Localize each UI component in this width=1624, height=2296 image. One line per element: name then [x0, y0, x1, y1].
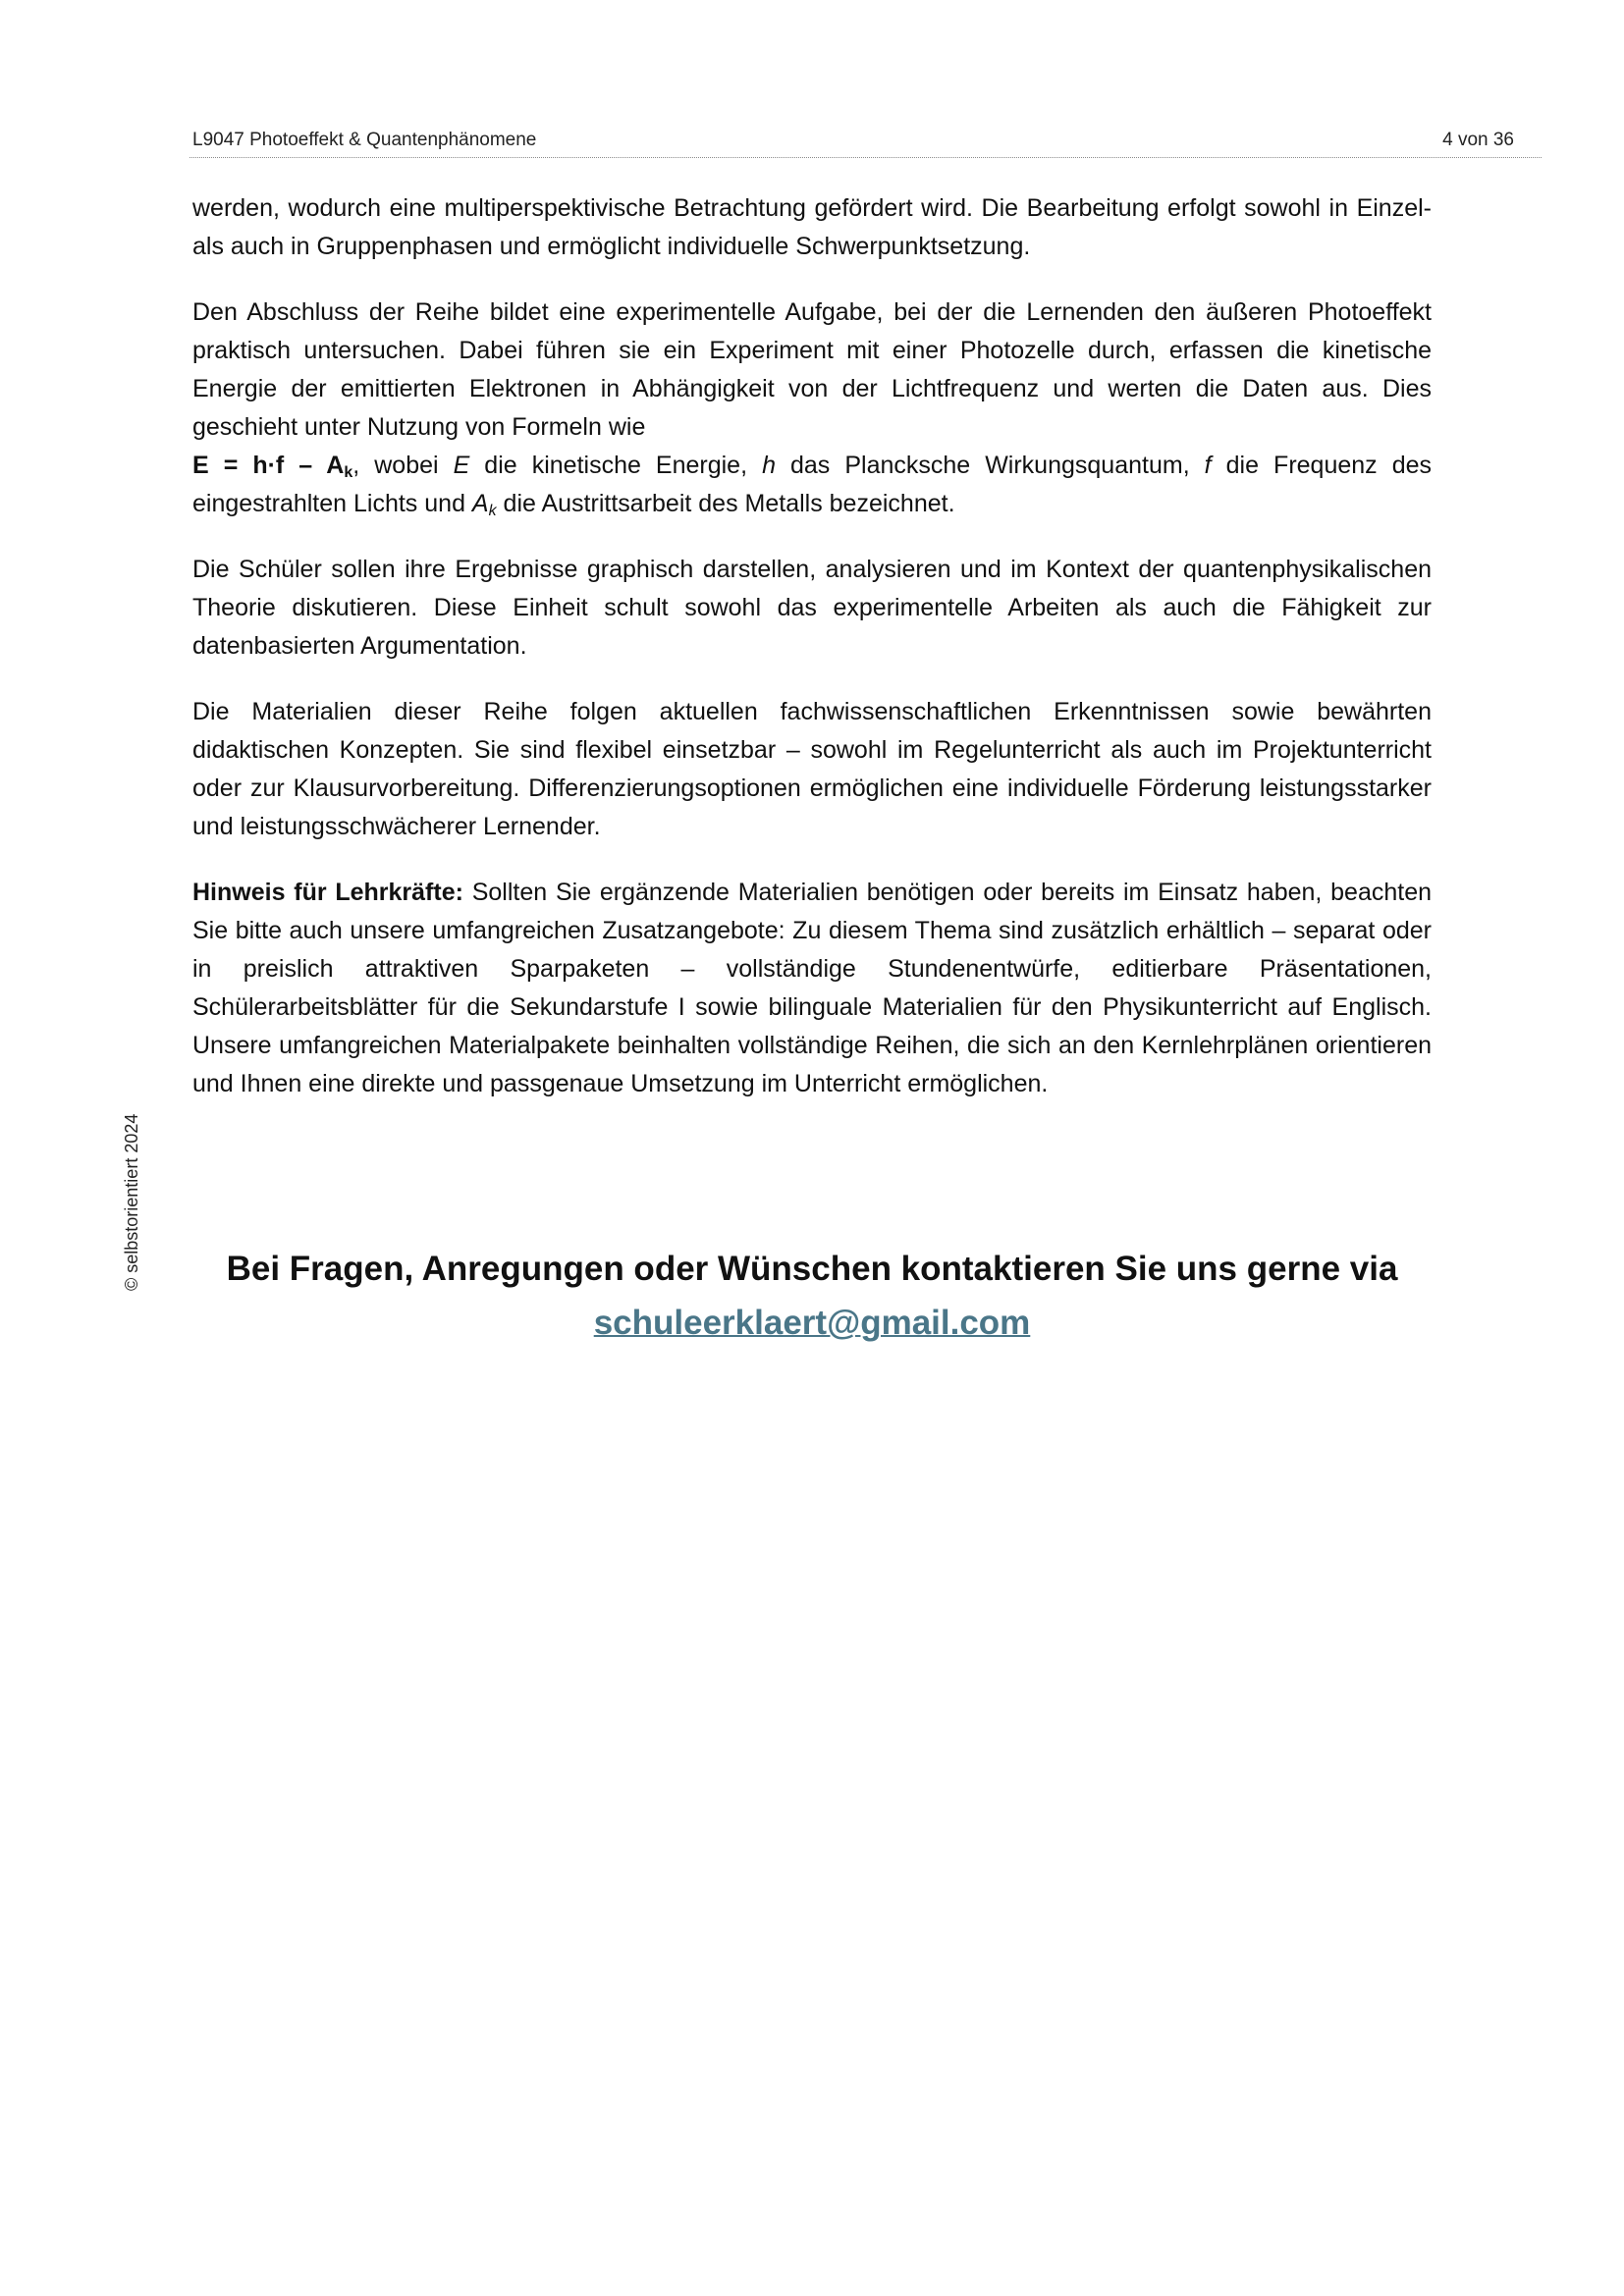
contact-block: [157, 1242, 1467, 1350]
var-e: E: [453, 452, 470, 479]
body-text: [192, 189, 1432, 1131]
paragraph-4: Die Materialien dieser Reihe folgen aktuellen fachwissenschaftlichen Erkenntnissen sowie bewährten didaktischen Konzepten. Sie sind flexibel einsetzbar – sowohl im Regelunterricht als auch im Projektunterricht oder zur Klausurvorbereitung. Differenzierungsoptionen ermöglichen eine individuelle Förderung leistungsstarker und leistungsschwächerer Lernender.: [192, 698, 1432, 840]
teacher-note-label: Hinweis für Lehrkräfte:: [192, 879, 463, 906]
contact-text: Bei Fragen, Anregungen oder Wünschen kontaktieren Sie uns gerne via: [226, 1250, 1398, 1288]
contact-email-link[interactable]: schuleerklaert@gmail.com: [593, 1304, 1031, 1342]
var-h: h: [762, 452, 776, 479]
paragraph-5: [192, 874, 1432, 1103]
copyright-notice: © selbstorientiert 2024: [122, 1113, 141, 1291]
paragraph-3: Die Schüler sollen ihre Ergebnisse graphisch darstellen, analysieren und im Kontext der quantenphysikalischen Theorie diskutieren. Diese Einheit schult sowohl das experimentelle Arbeiten als auch die Fähigkeit zur datenbasierten Argumentation.: [192, 556, 1432, 660]
paragraph-2: Den Abschluss der Reihe bildet eine experimentelle Aufgabe, bei der die Lernenden den äußeren Photoeffekt praktisch untersuchen. Dabei führen sie ein Experiment mit einer Photozelle durch, erfassen die kinetische Energie der emittierten Elektronen in Abhängigkeit von der Lichtfrequenz und werten die Daten aus. Dies geschieht unter Nutzung von Formeln wie $E = h\cdot f - A_k$, wobei E die kinetische Energie, h das Plancksche Wirkungsquantum, f die Frequenz des eingestrahlten Lichts und $A_k$ die Austrittsarbeit des Metalls bezeichnet.: [192, 298, 1433, 519]
document-title: L9047 Photoeffekt & Quantenphänomene: [192, 130, 537, 150]
paragraph-1: werden, wodurch eine multiperspektivische Betrachtung gefördert wird. Die Bearbeitung erfolgt sowohl in Einzel- als auch in Gruppenphasen und ermöglicht individuelle Schwerpunktsetzung.: [192, 194, 1432, 260]
formula: $E = h\cdot f - A_k$: [192, 452, 353, 481]
paragraph-2-intro: Den Abschluss der Reihe bildet eine experimentelle Aufgabe, bei der die Lernenden den äußeren Photoeffekt praktisch untersuchen. Dabei führen sie ein Experiment mit einer Photozelle durch, erfassen die kinetische Energie der emittierten Elektronen in Abhängigkeit von der Lichtfrequenz und werten die Daten aus. Dies geschieht unter Nutzung von Formeln wie: [192, 298, 1432, 441]
var-a: $A_k$: [471, 490, 497, 519]
var-f: f: [1204, 452, 1212, 479]
page-number: 4 von 36: [1442, 130, 1514, 150]
teacher-note-text: Sollten Sie ergänzende Materialien benötigen oder bereits im Einsatz haben, beachten Sie bitte auch unsere umfangreichen Zusatzangebote: Zu diesem Thema sind zusätzlich erhältlich – separat oder in preislich attraktiven Sparpaketen – vollständige Stundenentwürfe, editierbare Präsentationen, Schülerarbeitsblätter für die Sekundarstufe I sowie bilinguale Materialien für den Physikunterricht auf Englisch. Unsere umfangreichen Materialpakete beinhalten vollständige Reihen, die sich an den Kernlehrplänen orientieren und Ihnen eine direkte und passgenaue Umsetzung im Unterricht ermöglichen.: [192, 879, 1433, 1097]
page-header: [189, 128, 1542, 158]
